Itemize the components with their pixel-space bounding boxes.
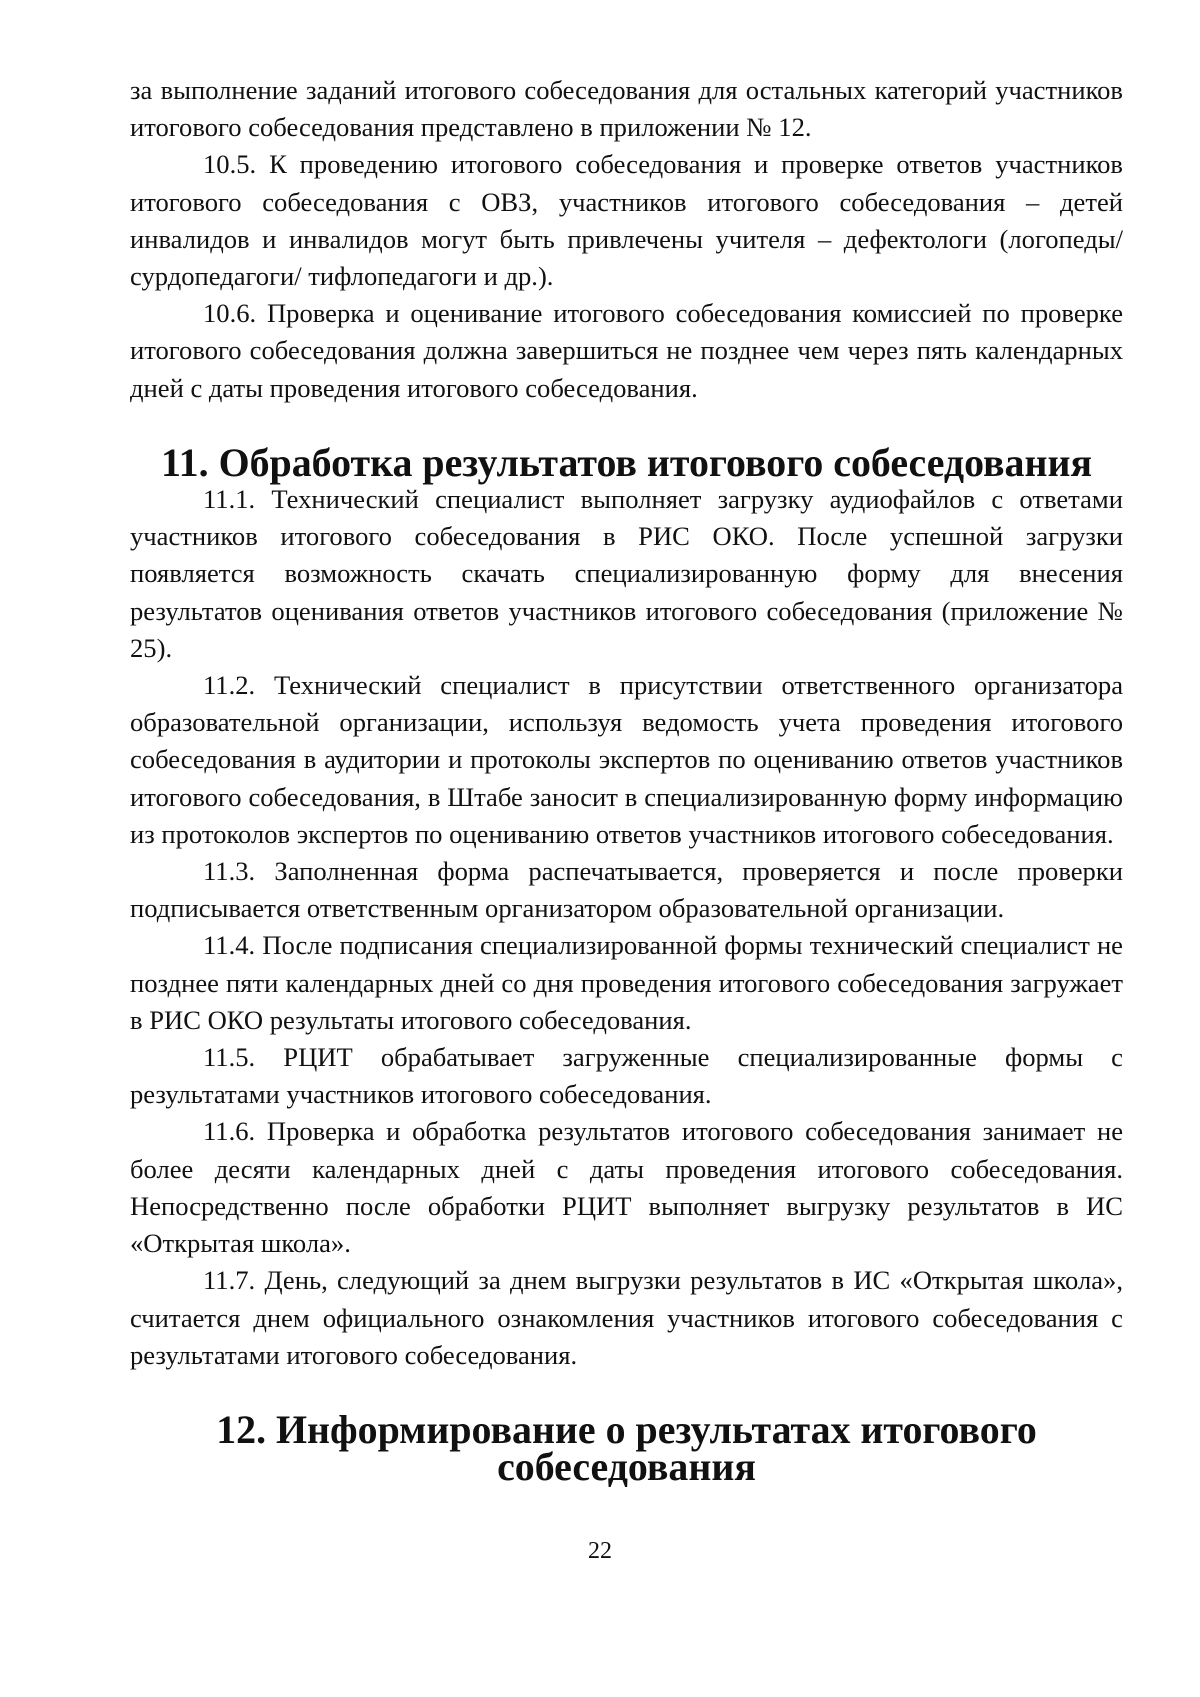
paragraph-11-2: 11.2. Технический специалист в присутствии ответственного организатора образовательной организации, используя ведомость учета проведения итогового собеседования в аудитории и протоколы экспертов по оцениванию ответов участников итогового собеседования, в Штабе заносит в специализированную форму информацию из протоколов экспертов по оцениванию ответов участников итогового собеседования. xyxy=(130,670,1123,849)
paragraph-continuation: за выполнение заданий итогового собеседования для остальных категорий участников итогового собеседования представлено в приложении № 12. xyxy=(130,75,1123,143)
paragraph-11-5: 11.5. РЦИТ обрабатывает загруженные специализированные формы с результатами участников итогового собеседования. xyxy=(130,1042,1123,1110)
paragraph-11-4: 11.4. После подписания специализированной формы технический специалист не позднее пяти календарных дней со дня проведения итогового собеседования загружает в РИС ОКО результаты итогового собеседования. xyxy=(130,930,1123,1035)
paragraph-11-7: 11.7. День, следующий за днем выгрузки результатов в ИС «Открытая школа», считается днем официального ознакомления участников итогового собеседования с результатами итогового собеседования. xyxy=(130,1265,1123,1370)
section-12-heading: 12. Информирование о результатах итогового собеседования xyxy=(216,1406,1037,1490)
paragraph-11-1: 11.1. Технический специалист выполняет загрузку аудиофайлов с ответами участников итогового собеседования в РИС ОКО. После успешной загрузки появляется возможность скачать специализированную форму для внесения результатов оценивания ответов участников итогового собеседования (приложение № 25). xyxy=(130,484,1123,663)
paragraph-11-3: 11.3. Заполненная форма распечатывается, проверяется и после проверки подписывается ответственным организатором образовательной организации. xyxy=(130,856,1123,924)
document-page xyxy=(130,72,1123,1490)
section-11-heading: 11. Обработка результатов итогового собеседования xyxy=(160,439,1093,485)
page-number: 22 xyxy=(588,1538,612,1564)
paragraph-11-6: 11.6. Проверка и обработка результатов итогового собеседования занимает не более десяти календарных дней с даты проведения итогового собеседования. Непосредственно после обработки РЦИТ выполняет выгрузку результатов в ИС «Открытая школа». xyxy=(130,1116,1123,1259)
section-gap xyxy=(130,407,1123,444)
paragraph-10-5: 10.5. К проведению итогового собеседования и проверке ответов участников итогового собеседования с ОВЗ, участников итогового собеседования – детей инвалидов и инвалидов могут быть привлечены учителя – дефектологи (логопеды/ сурдопедагоги/ тифлопедагоги и др.). xyxy=(130,149,1123,292)
section-gap xyxy=(130,1374,1123,1411)
paragraph-10-6: 10.6. Проверка и оценивание итогового собеседования комиссией по проверке итогового собеседования должна завершиться не позднее чем через пять календарных дней с даты проведения итогового собеседования. xyxy=(130,298,1123,403)
